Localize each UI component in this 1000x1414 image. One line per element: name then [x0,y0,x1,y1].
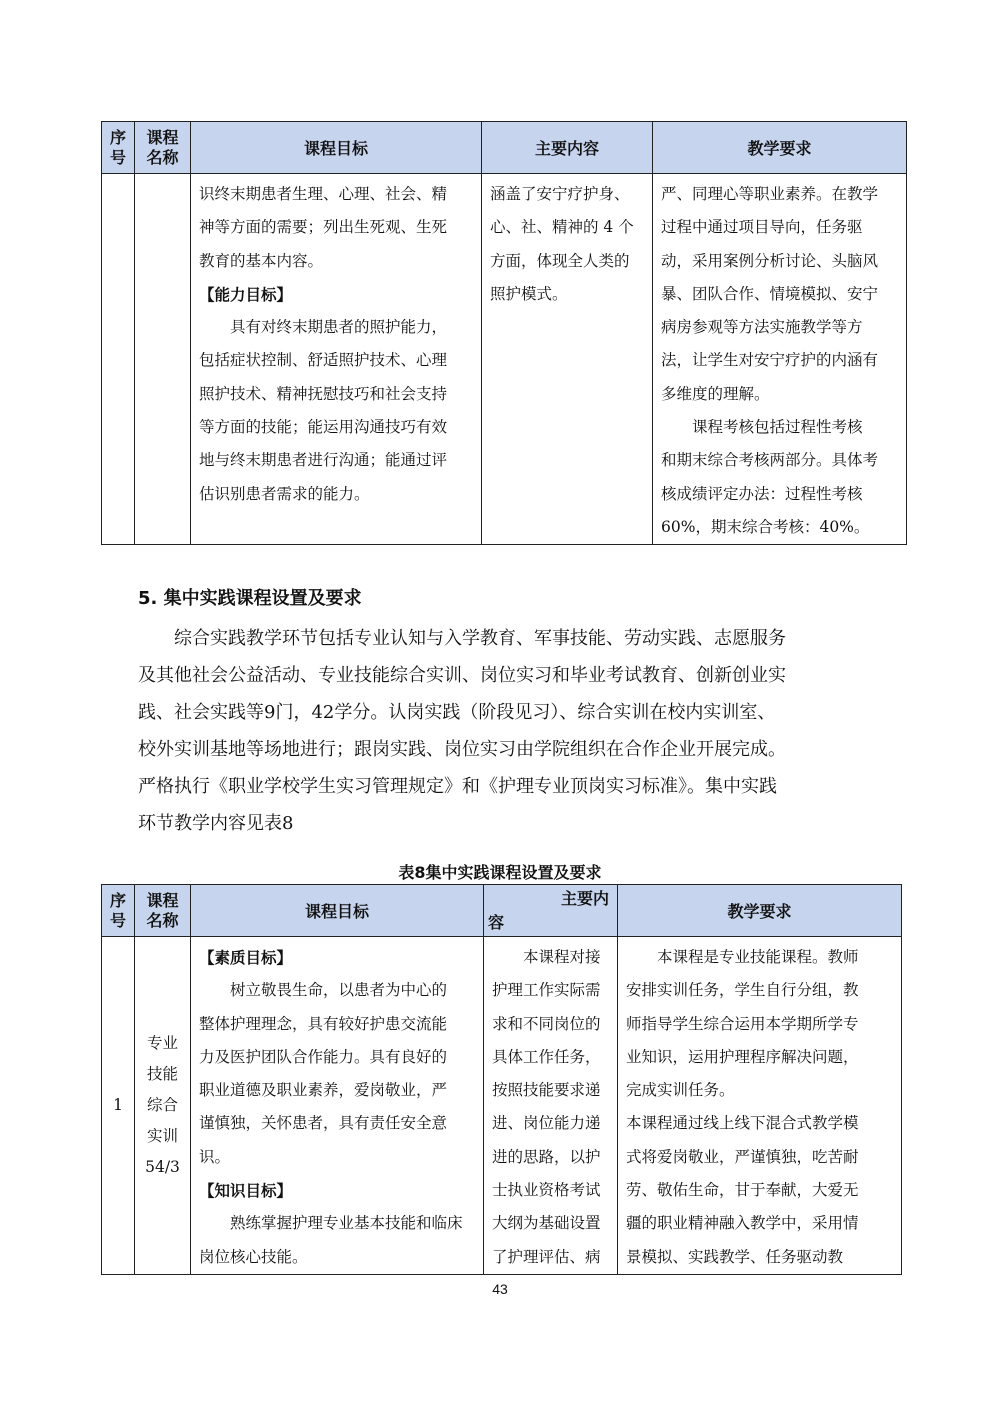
req-line: 严、同理心等职业素养。在教学 [661,185,879,203]
section-title: 5. 集中实践课程设置及要求 [138,588,362,609]
req-line: 核成绩评定办法：过程性考核 [661,484,863,503]
header-name: 课程 名称 [135,885,191,937]
goal-line: 地与终末期患者进行沟通；能通过评 [199,451,448,470]
header-req: 教学要求 [653,122,907,174]
cell-content [482,174,653,545]
req-line: 60%，期末综合考核：40%。 [661,517,870,536]
header-goal: 课程目标 [191,885,484,937]
req-line: 师指导学生综合运用本学期所学专 [626,1014,859,1033]
cell-course-name [135,937,191,1275]
content-line: 具体工作任务， [492,1047,601,1066]
header-content: 主要内容 [482,122,653,174]
cell-goal [191,937,484,1275]
goal-line: 教育的基本内容。 [199,251,324,270]
content-line: 求和不同岗位的 [492,1014,601,1033]
content-line: 按照技能要求递 [492,1081,601,1100]
practice-course-table [101,884,902,1275]
paragraph-line: 环节教学内容见表8 [138,813,294,834]
goal-line: 岗位核心技能。 [199,1247,308,1266]
page-number: 43 [492,1281,508,1297]
req-line: 过程中通过项目导向，任务驱 [661,218,863,237]
content-line: 涵盖了安宁疗护身、 [490,185,630,203]
content-line: 方面，体现全人类的 [490,251,630,270]
goal-line: 等方面的技能；能运用沟通技巧有效 [199,418,448,437]
content-line: 大纲为基础设置 [492,1214,601,1233]
course-name-line: 54/3 [145,1157,180,1176]
content-line: 了护理评估、病 [492,1247,601,1266]
goal-line: 估识别患者需求的能力。 [199,484,370,503]
req-line: 景模拟、实践教学、任务驱动教 [626,1247,844,1266]
header-req: 教学要求 [618,885,902,937]
course-name-line: 技能 [146,1064,178,1083]
req-line: 本课程是专业技能课程。教师 [657,948,859,966]
course-name-line: 综合 [146,1095,178,1114]
req-line: 疆的职业精神融入教学中，采用情 [626,1214,859,1233]
paragraph-line: 综合实践教学环节包括专业认知与入学教育、军事技能、劳动实践、志愿服务 [174,628,786,649]
header-no: 序 号 [102,122,135,174]
paragraph-line: 校外实训基地等场地进行；跟岗实践、岗位实习由学院组织在合作企业开展完成。 [138,739,786,760]
paragraph-line: 践、社会实践等9门，42学分。认岗实践（阶段见习）、综合实训在校内实训室、 [138,702,776,723]
header-no: 序 号 [102,885,135,937]
cell-content [484,937,618,1275]
ability-heading: 【能力目标】 [199,284,293,304]
goal-line: 神等方面的需要；列出生死观、生死 [199,218,448,237]
goal-line: 识终末期患者生理、心理、社会、精 [199,185,448,203]
goal-line: 具有对终末期患者的照护能力， [230,318,448,337]
req-line: 完成实训任务。 [626,1081,735,1100]
cell-req [618,937,902,1275]
req-line: 动，采用案例分析讨论、头脑风 [661,251,879,270]
table-caption: 表8集中实践课程设置及要求 [398,863,602,882]
paragraph-line: 严格执行《职业学校学生实习管理规定》和《护理专业顶岗实习标准》。集中实践 [138,776,777,797]
header-name: 课程 名称 [135,122,191,174]
req-line: 本课程通过线上线下混合式教学模 [626,1114,859,1133]
content-line: 照护模式。 [490,284,568,303]
goal-line: 谨慎独，关怀患者，具有责任安全意 [199,1114,448,1133]
content-line: 士执业资格考试 [492,1181,601,1200]
req-line: 暴、团队合作、情境模拟、安宁 [661,284,879,303]
course-name-line: 专业 [146,1033,178,1052]
cell-name [135,174,191,545]
course-name-line: 实训 [146,1126,178,1145]
req-line: 劳、敬佑生命，甘于奉献，大爱无 [626,1181,859,1200]
course-table-continued [101,121,907,545]
cell-row-no [102,937,135,1275]
cell-goal [191,174,482,545]
paragraph-line: 及其他社会公益活动、专业技能综合实训、岗位实习和毕业考试教育、创新创业实 [138,665,786,686]
req-line: 式将爱岗敬业，严谨慎独，吃苦耐 [626,1147,859,1166]
req-line: 病房参观等方法实施教学等方 [661,318,863,337]
section-paragraph [138,620,878,842]
goal-line: 职业道德及职业素养，爱岗敬业，严 [199,1081,448,1100]
goal-line: 熟练掌握护理专业基本技能和临床 [230,1214,463,1233]
content-line: 本课程对接 [523,948,601,966]
cell-req [653,174,907,545]
req-line: 安排实训任务，学生自行分组，教 [626,981,859,1000]
header-goal: 课程目标 [191,122,482,174]
req-line: 和期末综合考核两部分。具体考 [661,451,879,470]
header-content-wrapped: 主要内 容 [484,885,618,937]
goal-line: 树立敬畏生命，以患者为中心的 [230,981,448,1000]
req-line: 课程考核包括过程性考核 [692,418,863,437]
goal-line: 照护技术、精神抚慰技巧和社会支持 [199,384,448,403]
content-line: 心、社、精神的 4 个 [490,218,634,237]
cell-no [102,174,135,545]
content-line: 护理工作实际需 [492,981,601,1000]
req-line: 业知识，运用护理程序解决问题， [626,1047,859,1066]
req-line: 多维度的理解。 [661,384,770,403]
knowledge-heading: 【知识目标】 [199,1181,293,1201]
goal-line: 整体护理理念，具有较好护患交流能 [199,1014,448,1033]
row-number: 1 [113,1095,123,1114]
goal-line: 力及医护团队合作能力。具有良好的 [199,1047,448,1066]
content-line: 进的思路，以护 [492,1147,601,1166]
goal-line: 识。 [199,1147,231,1166]
req-line: 法，让学生对安宁疗护的内涵有 [661,351,879,370]
goal-line: 包括症状控制、舒适照护技术、心理 [199,351,448,370]
quality-heading: 【素质目标】 [199,948,293,967]
content-line: 进、岗位能力递 [492,1114,601,1133]
